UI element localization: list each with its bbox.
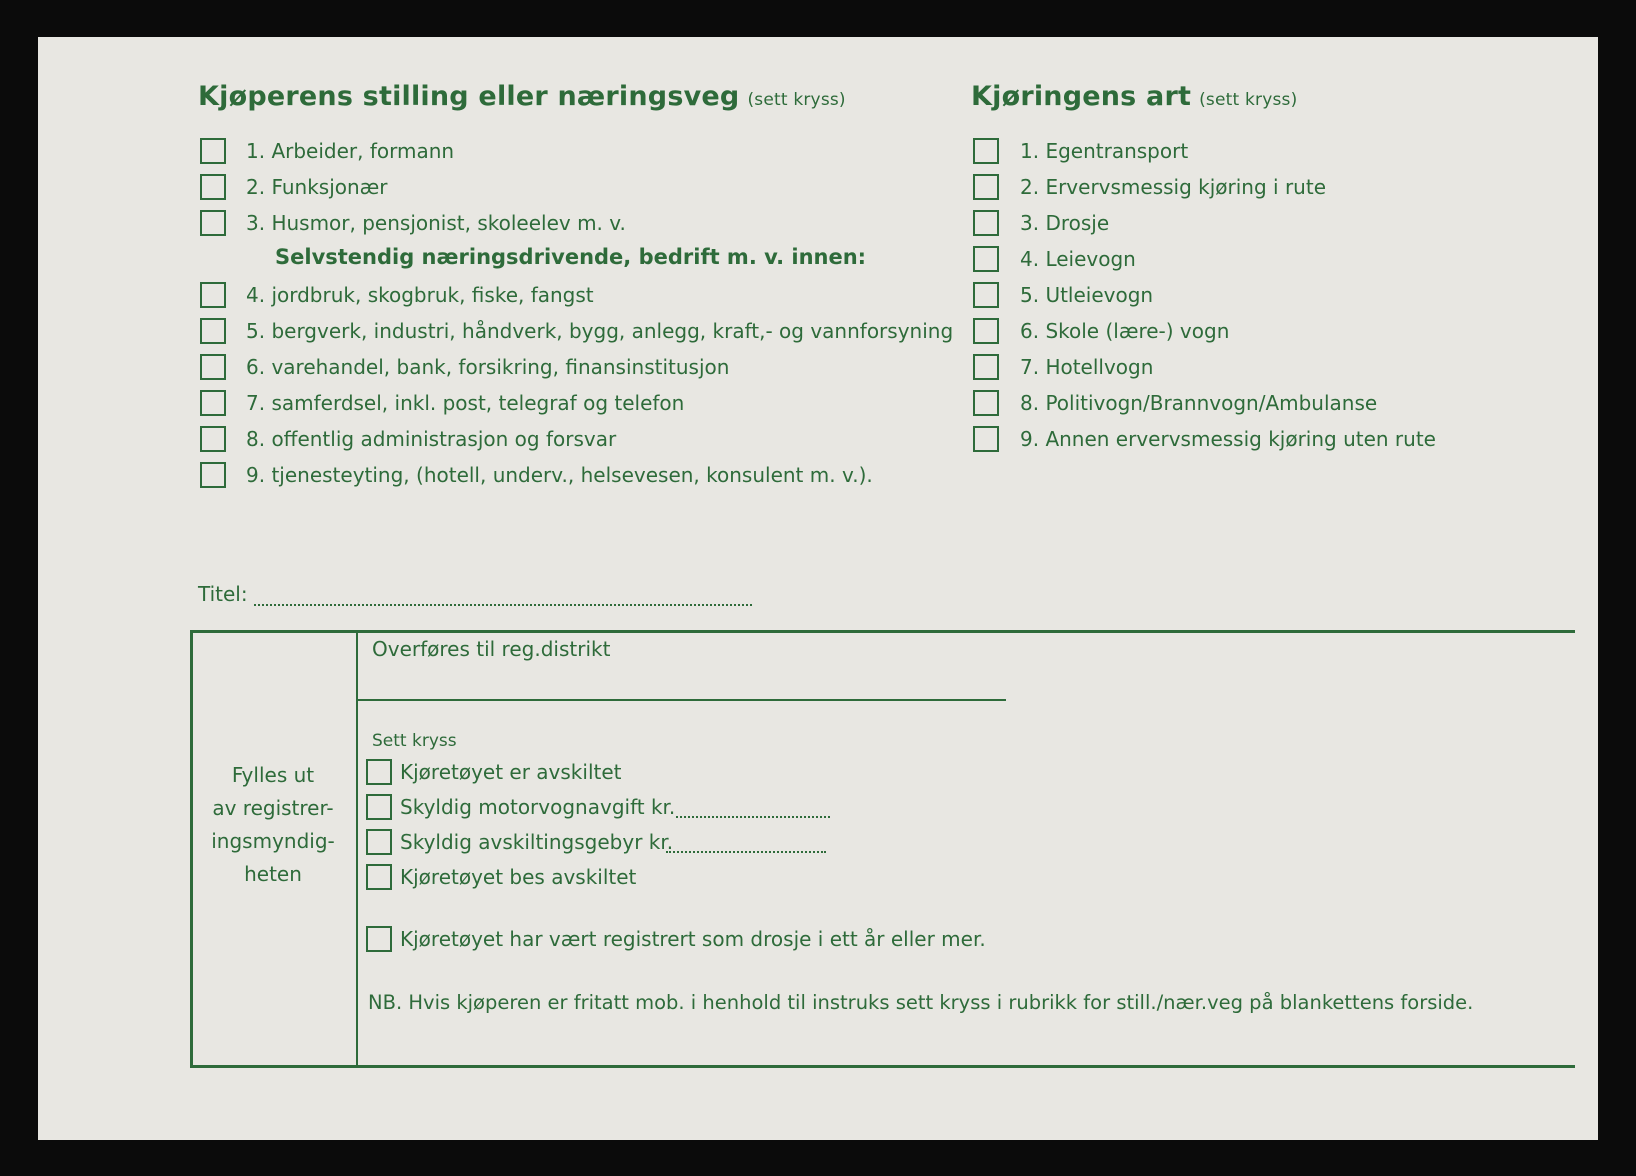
occupation-label-8: 8. offentlig administrasjon og forsvar	[246, 427, 617, 451]
driving-label-6: 6. Skole (lære-) vogn	[1020, 319, 1230, 343]
buyer-heading-hint: (sett kryss)	[747, 90, 846, 110]
driving-type-heading	[971, 81, 1297, 112]
driving-label-1: 1. Egentransport	[1020, 139, 1189, 163]
check-label-deregistration-fee: Skyldig avskiltingsgebyr kr.	[400, 830, 674, 854]
registry-bottom-rule	[190, 1065, 1575, 1068]
occupation-label-3: 3. Husmor, pensjonist, skoleelev m. v.	[246, 211, 626, 235]
deregistration-fee-amount-input[interactable]	[666, 851, 826, 853]
side-label-line-3: ingsmyndig-	[211, 829, 335, 853]
driving-label-7: 7. Hotellvogn	[1020, 355, 1154, 379]
checkbox-occupation-7[interactable]	[200, 390, 226, 416]
nb-note: NB. Hvis kjøperen er fritatt mob. i henhold til instruks sett kryss i rubrikk for still./nær.veg på blankettens forside.	[368, 991, 1474, 1014]
check-label-vehicle-tax: Skyldig motorvognavgift kr.	[400, 795, 676, 819]
side-label-line-1: Fylles ut	[231, 763, 315, 787]
check-label-taxi-one-year: Kjøretøyet har vært registrert som drosje i ett år eller mer.	[400, 927, 986, 951]
checkbox-occupation-5[interactable]	[200, 318, 226, 344]
transfer-label: Overføres til reg.distrikt	[372, 637, 611, 661]
checkbox-driving-3[interactable]	[973, 210, 999, 236]
checkbox-occupation-3[interactable]	[200, 210, 226, 236]
checkbox-occupation-2[interactable]	[200, 174, 226, 200]
occupation-label-7: 7. samferdsel, inkl. post, telegraf og telefon	[246, 391, 685, 415]
registry-top-rule	[190, 630, 1575, 633]
driving-heading-hint: (sett kryss)	[1199, 90, 1298, 110]
driving-label-8: 8. Politivogn/Brannvogn/Ambulanse	[1020, 391, 1378, 415]
checkbox-occupation-1[interactable]	[200, 138, 226, 164]
driving-label-5: 5. Utleievogn	[1020, 283, 1154, 307]
checkbox-request-deregistration[interactable]	[366, 864, 392, 890]
transfer-input-line[interactable]	[356, 699, 1006, 701]
occupation-label-2: 2. Funksjonær	[246, 175, 388, 199]
checkbox-driving-6[interactable]	[973, 318, 999, 344]
checkbox-taxi-one-year[interactable]	[366, 926, 392, 952]
buyer-heading-text: Kjøperens stilling eller næringsveg	[198, 81, 740, 112]
checkbox-occupation-4[interactable]	[200, 282, 226, 308]
registry-left-rule	[190, 630, 193, 1068]
checkbox-driving-5[interactable]	[973, 282, 999, 308]
checkbox-driving-4[interactable]	[973, 246, 999, 272]
checkbox-occupation-6[interactable]	[200, 354, 226, 380]
registry-divider-rule	[356, 630, 358, 1068]
driving-heading-text: Kjøringens art	[971, 81, 1192, 112]
side-label-line-4: heten	[244, 862, 302, 886]
buyer-occupation-heading	[198, 81, 846, 112]
form-sheet	[38, 37, 1598, 1140]
occupation-label-6: 6. varehandel, bank, forsikring, finansinstitusjon	[246, 355, 730, 379]
driving-label-9: 9. Annen ervervsmessig kjøring uten rute	[1020, 427, 1436, 451]
checkbox-deregistration-fee[interactable]	[366, 829, 392, 855]
registry-check-hint: Sett kryss	[372, 731, 457, 751]
occupation-label-9: 9. tjenesteyting, (hotell, underv., helsevesen, konsulent m. v.).	[246, 463, 873, 487]
occupation-label-4: 4. jordbruk, skogbruk, fiske, fangst	[246, 283, 594, 307]
checkbox-driving-2[interactable]	[973, 174, 999, 200]
check-label-deregistered: Kjøretøyet er avskiltet	[400, 760, 622, 784]
checkbox-occupation-9[interactable]	[200, 462, 226, 488]
checkbox-driving-7[interactable]	[973, 354, 999, 380]
self-employed-subheading: Selvstendig næringsdrivende, bedrift m. v. innen:	[275, 245, 867, 269]
checkbox-vehicle-tax[interactable]	[366, 794, 392, 820]
checkbox-driving-8[interactable]	[973, 390, 999, 416]
bleed-through-text	[808, 165, 819, 205]
checkbox-driving-1[interactable]	[973, 138, 999, 164]
checkbox-deregistered[interactable]	[366, 759, 392, 785]
occupation-label-1: 1. Arbeider, formann	[246, 139, 455, 163]
title-label: Titel:	[198, 582, 248, 606]
vehicle-tax-amount-input[interactable]	[676, 816, 830, 818]
driving-label-3: 3. Drosje	[1020, 211, 1110, 235]
driving-label-4: 4. Leievogn	[1020, 247, 1136, 271]
checkbox-driving-9[interactable]	[973, 426, 999, 452]
checkbox-occupation-8[interactable]	[200, 426, 226, 452]
side-label-line-2: av registrer-	[212, 796, 334, 820]
driving-label-2: 2. Ervervsmessig kjøring i rute	[1020, 175, 1326, 199]
occupation-label-5: 5. bergverk, industri, håndverk, bygg, anlegg, kraft,- og vannforsyning	[246, 319, 954, 343]
title-input[interactable]	[254, 604, 752, 606]
check-label-request-deregistration: Kjøretøyet bes avskiltet	[400, 865, 637, 889]
registry-side-label	[198, 759, 348, 891]
